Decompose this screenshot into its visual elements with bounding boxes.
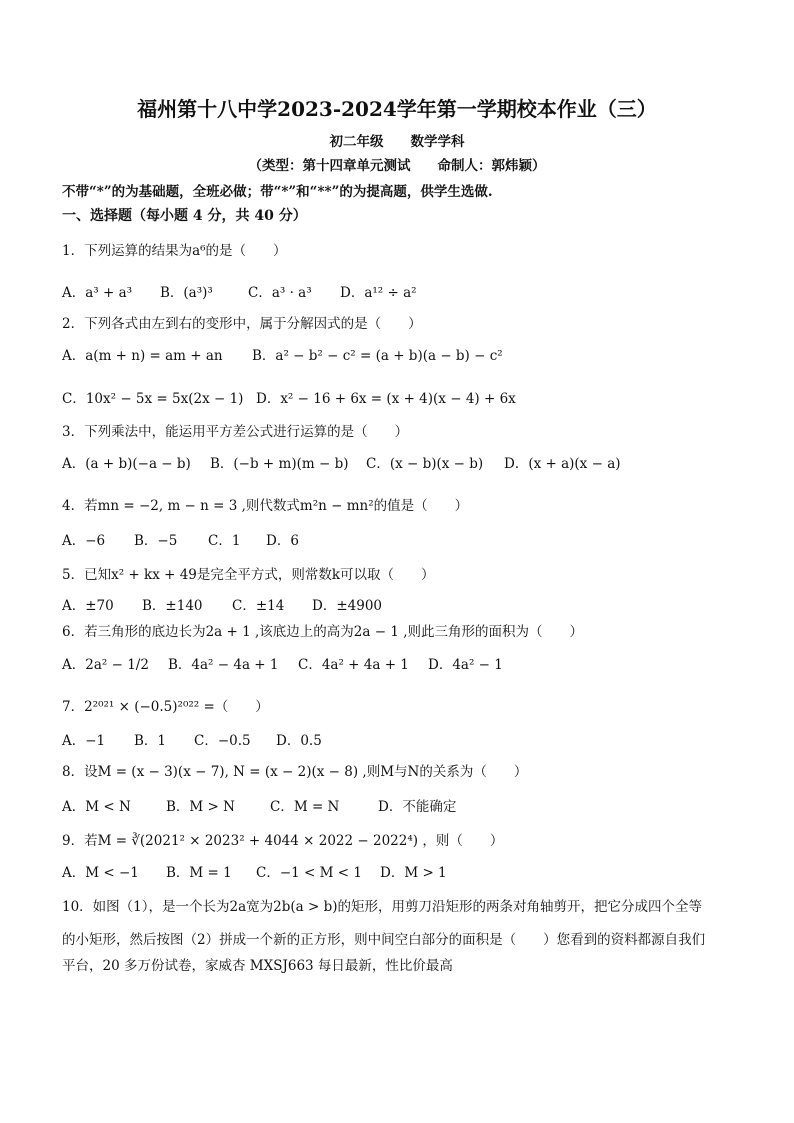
question-5-option-b: B．±140 [142, 598, 203, 614]
question-1-option-b: B．(a³)³ [160, 285, 213, 301]
question-4-option-d: D．6 [266, 533, 299, 549]
question-3-option-d: D．(x + a)(x − a) [504, 456, 621, 472]
question-9-option-c: C．−1 < M < 1 [256, 865, 362, 881]
question-7-option-c: C．−0.5 [194, 733, 251, 749]
section-title: 一、选择题（每小题 4 分，共 40 分） [62, 208, 307, 224]
question-4-stem: 4．若mn = −2, m − n = 3 ,则代数式m²n − mn²的值是（ ） [62, 498, 469, 514]
question-6-stem: 6．若三角形的底边长为2a + 1 ,该底边上的高为2a − 1 ,则此三角形的面积为（ ） [62, 624, 583, 640]
question-8-option-d: D．不能确定 [378, 799, 457, 815]
question-10-line-3: 平台，20 多万份试卷，家威杏 MXSJ663 每日最新，性比价最高 [62, 958, 453, 974]
question-9-option-d: D．M > 1 [380, 865, 447, 881]
question-10-line-1: 10．如图（1），是一个长为2a宽为2b(a > b)的矩形，用剪刀沿矩形的两条对角轴剪开，把它分成四个全等 [62, 899, 703, 915]
question-2-option-a: A．a(m + n) = am + an [62, 348, 223, 364]
grade-subject-line: 初二年级 数学学科 [329, 134, 465, 150]
page-title: 福州第十八中学2023-2024学年第一学期校本作业（三） [137, 97, 657, 121]
question-5-option-d: D．±4900 [312, 598, 382, 614]
question-2-stem: 2．下列各式由左到右的变形中，属于分解因式的是（ ） [62, 316, 422, 332]
question-4-option-c: C．1 [208, 533, 241, 549]
question-8-option-c: C．M = N [270, 799, 340, 815]
question-8-stem: 8．设M = (x − 3)(x − 7), N = (x − 2)(x − 8) ,则M与N的关系为（ ） [62, 764, 528, 780]
question-7-stem: 7．2²⁰²¹ × (−0.5)²⁰²² =（ ） [62, 699, 269, 715]
question-5-option-c: C．±14 [232, 598, 285, 614]
question-3-option-c: C．(x − b)(x − b) [366, 456, 484, 472]
question-3-stem: 3．下列乘法中，能运用平方差公式进行运算的是（ ） [62, 424, 409, 440]
question-9-stem: 9．若M = ∛(2021² × 2023² + 4044 × 2022 − 2022⁴) ，则（ ） [62, 833, 504, 849]
question-6-option-c: C．4a² + 4a + 1 [298, 657, 409, 673]
question-1-option-d: D．a¹² ÷ a² [340, 285, 417, 301]
question-2-option-b: B．a² − b² − c² = (a + b)(a − b) − c² [252, 348, 503, 364]
question-3-option-b: B．(−b + m)(m − b) [210, 456, 349, 472]
question-9-option-a: A．M < −1 [62, 865, 139, 881]
type-author-line: （类型：第十四章单元测试 命制人：郭炜颖） [248, 158, 546, 174]
question-9-option-b: B．M = 1 [166, 865, 232, 881]
question-5-stem: 5．已知x² + kx + 49是完全平方式，则常数k可以取（ ） [62, 567, 435, 583]
question-4-option-a: A．−6 [62, 533, 106, 549]
question-1-option-a: A．a³ + a³ [62, 285, 133, 301]
question-7-option-b: B．1 [134, 733, 167, 749]
question-7-option-a: A．−1 [62, 733, 106, 749]
question-4-option-b: B．−5 [134, 533, 178, 549]
question-2-option-c: C．10x² − 5x = 5x(2x − 1) [62, 391, 244, 407]
question-6-option-b: B．4a² − 4a + 1 [168, 657, 279, 673]
question-8-option-b: B．M > N [166, 799, 235, 815]
question-5-option-a: A．±70 [62, 598, 114, 614]
question-6-option-a: A．2a² − 1/2 [62, 657, 149, 673]
instructions-note: 不带“*”的为基础题，全班必做；带“*”和“**”的为提高题，供学生选做. [62, 184, 493, 200]
question-1-stem: 1．下列运算的结果为a⁶的是（ ） [62, 243, 287, 259]
question-10-line-2: 的小矩形，然后按图（2）拼成一个新的正方形，则中间空白部分的面积是（ ）您看到的资料都源自我们 [62, 932, 706, 948]
question-6-option-d: D．4a² − 1 [428, 657, 503, 673]
question-1-option-c: C．a³ · a³ [248, 285, 312, 301]
question-7-option-d: D．0.5 [276, 733, 322, 749]
question-8-option-a: A．M < N [62, 799, 131, 815]
question-2-option-d: D．x² − 16 + 6x = (x + 4)(x − 4) + 6x [256, 391, 516, 407]
question-3-option-a: A．(a + b)(−a − b) [62, 456, 191, 472]
